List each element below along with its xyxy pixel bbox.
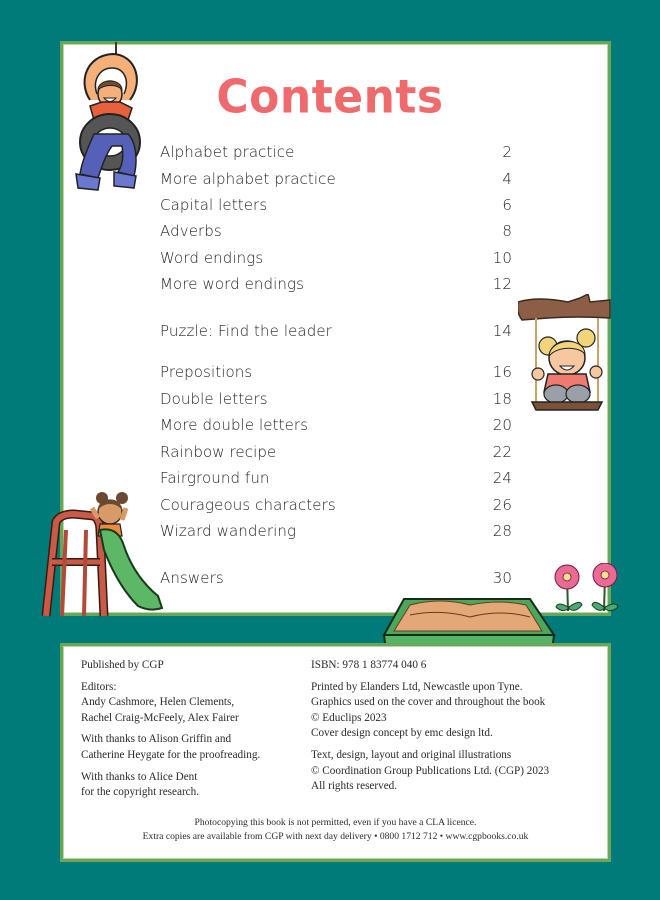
toc-entry-page: 6 (502, 196, 512, 214)
toc-entry (160, 469, 512, 487)
photocopy-notice: Photocopying this book is not permitted, even if you have a CLA licence. (194, 817, 477, 828)
toc-entry-page: 20 (492, 416, 512, 434)
toc-entry (160, 249, 512, 267)
copyright-research-thanks: for the copyright research. (81, 786, 200, 799)
girl-on-branch-swing-illustration (518, 294, 633, 414)
toc-entry (160, 443, 512, 461)
toc-entry-label: Courageous characters (160, 496, 336, 514)
graphics-credit: © Educlips 2023 (311, 711, 387, 724)
toc-entry-page: 2 (502, 143, 512, 161)
graphics-credit: Graphics used on the cover and throughout the book (311, 696, 546, 709)
toc-entry-label: Adverbs (160, 222, 222, 240)
toc-entry-page: 8 (502, 222, 512, 240)
toc-entry (160, 363, 512, 381)
toc-entry (160, 522, 512, 540)
toc-entry-label: More word endings (160, 275, 305, 293)
toc-entry (160, 569, 512, 587)
credits-right-column (311, 658, 549, 801)
text-design-credit: Text, design, layout and original illustrations (311, 748, 512, 761)
toc-entry-page: 28 (492, 522, 512, 540)
toc-entry-label: Double letters (160, 390, 268, 408)
toc-entry (160, 496, 512, 514)
toc-entry-page: 14 (492, 322, 512, 340)
editors-names: Andy Cashmore, Helen Clements, (81, 696, 235, 709)
toc-entry (160, 275, 512, 293)
copyright-research-thanks: With thanks to Alice Dent (81, 770, 198, 783)
flowers-illustration (552, 563, 622, 615)
toc-entry (160, 322, 512, 340)
toc-entry-label: Prepositions (160, 363, 253, 381)
cover-design-credit: Cover design concept by emc design ltd. (311, 727, 493, 740)
toc-entry-label: Puzzle: Find the leader (160, 322, 332, 340)
toc-entry-label: Capital letters (160, 196, 268, 214)
toc-entry-label: Fairground fun (160, 469, 270, 487)
toc-entry-label: Answers (160, 569, 224, 587)
proofreading-thanks: With thanks to Alison Griffin and (81, 733, 232, 746)
toc-entry-label: Wizard wandering (160, 522, 297, 540)
footer-note (60, 816, 611, 843)
editors-heading: Editors: (81, 680, 117, 693)
toc-entry-label: More double letters (160, 416, 309, 434)
toc-entry-page: 12 (492, 275, 512, 293)
editors-names: Rachel Craig-McFeely, Alex Fairer (81, 711, 239, 724)
toc-entry-page: 22 (492, 443, 512, 461)
printed-by: Printed by Elanders Ltd, Newcastle upon Tyne. (311, 680, 523, 693)
girl-on-slide-illustration (38, 490, 163, 620)
toc-entry-label: More alphabet practice (160, 170, 336, 188)
toc-entry (160, 416, 512, 434)
toc-entry (160, 196, 512, 214)
toc-entry-page: 16 (492, 363, 512, 381)
toc-entry-label: Word endings (160, 249, 264, 267)
toc-entry-page: 10 (492, 249, 512, 267)
toc-entry-page: 26 (492, 496, 512, 514)
toc-entry-label: Rainbow recipe (160, 443, 277, 461)
toc-entry-page: 24 (492, 469, 512, 487)
proofreading-thanks: Catherine Heygate for the proofreading. (81, 748, 261, 761)
toc-entry (160, 143, 512, 161)
published-by: Published by CGP (81, 659, 164, 671)
text-design-credit: © Coordination Group Publications Ltd. (CGP) 2023 (311, 764, 550, 777)
toc-entry-page: 18 (492, 390, 512, 408)
credits-left-column (81, 658, 260, 807)
rights-reserved: All rights reserved. (311, 780, 398, 793)
toc-entry (160, 222, 512, 240)
boy-on-tyre-swing-illustration (72, 42, 142, 197)
toc-entry-page: 30 (492, 569, 512, 587)
page-title: Contents (216, 70, 444, 125)
extra-copies-notice: Extra copies are available from CGP with next day delivery • 0800 1712 712 • www.cgpbooks.co.uk (142, 830, 529, 842)
toc-entry (160, 170, 512, 188)
isbn: ISBN: 978 1 83774 040 6 (311, 659, 427, 671)
toc-entry-page: 4 (502, 170, 512, 188)
toc-entry-label: Alphabet practice (160, 143, 295, 161)
toc-entry (160, 390, 512, 408)
